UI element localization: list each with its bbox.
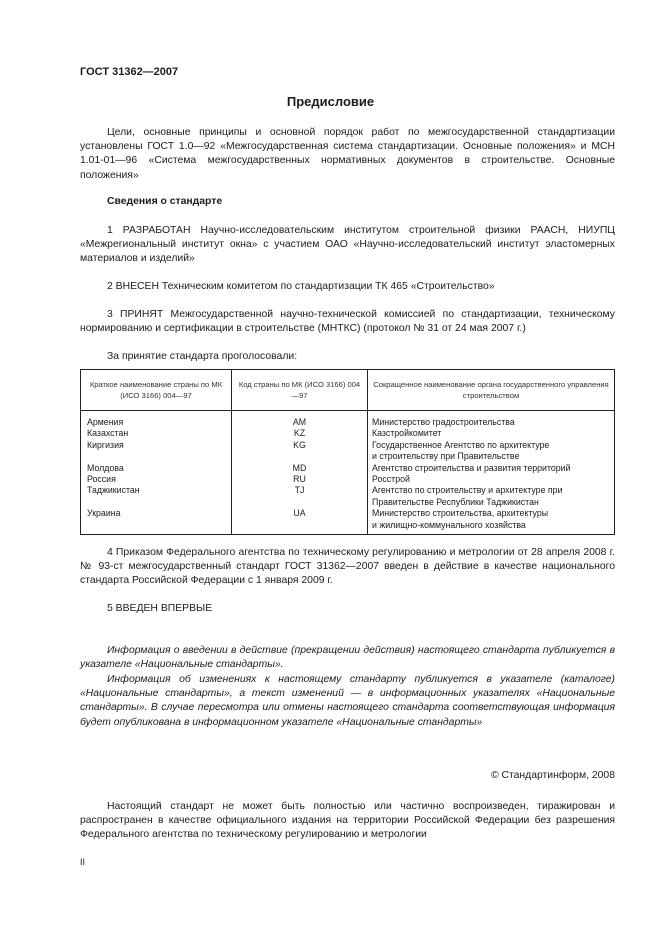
item-3-paragraph: 3 ПРИНЯТ Межгосударственной научно-технической комиссией по стандартизации, техническому нормированию и сертификации в строительстве (МНТКС) (протокол № 31 от 24 мая 2007 г.) [80, 309, 615, 335]
table-row [81, 463, 615, 474]
code-cell: RU [232, 474, 368, 485]
section-title: Сведения о стандарте [107, 196, 223, 207]
copyright-notice: © Стандартинформ, 2008 [490, 770, 615, 781]
country-cell [81, 451, 232, 462]
intro-paragraph: Цели, основные принципы и основной порядок работ по межгосударственной стандартизации установлены ГОСТ 1.0—92 «Межгосударственная система стандартизации. Основные положения» и МСН 1.01-01—96 «Система межгосударственных нормативных документов в строительстве. Основные положения» [80, 127, 615, 181]
table-row [81, 451, 615, 462]
reproduction-notice: Настоящий стандарт не может быть полностью или частично воспроизведен, тиражирован и распространен в качестве официального издания на территории Российской Федерации без разрешения Федерального агентства по техническому регулированию и метрологии [80, 801, 615, 841]
item-1-paragraph: 1 РАЗРАБОТАН Научно-исследовательским институтом строительной физики РААСН, НИУПЦ «Межрегиональный институт окна» с участием ОАО «Научно-исследовательский институт эластомерных материалов и изделий» [80, 225, 615, 265]
country-cell: Украина [81, 508, 232, 519]
item-4-paragraph: 4 Приказом Федерального агентства по техническому регулированию и метрологии от 28 апреля 2008 г. № 93-ст межгосударственный стандарт ГОСТ 31362—2007 введен в действие в качестве национального стандарта Российской Федерации с 1 января 2009 г. [80, 547, 615, 587]
vote-intro: За принятие стандарта проголосовали: [107, 351, 298, 362]
code-cell: AM [232, 411, 368, 429]
table-row [81, 508, 615, 519]
table-row [81, 520, 615, 535]
country-cell: Таджикистан [81, 485, 232, 496]
table-row [81, 485, 615, 496]
organization-cell: Росстрой [368, 474, 615, 485]
table-row [81, 497, 615, 508]
organization-cell: Государственное Агентство по архитектуре [368, 440, 615, 451]
organization-cell: Казстройкомитет [368, 428, 615, 439]
voting-countries-table [80, 369, 615, 535]
organization-cell: Министерство строительства, архитектуры [368, 508, 615, 519]
code-cell: KG [232, 440, 368, 451]
organization-cell: и строительству при Правительстве [368, 451, 615, 462]
country-cell: Казахстан [81, 428, 232, 439]
table-header-country: Краткое наименование страны по МК (ИСО 3166) 004—97 [81, 370, 232, 411]
country-cell: Россия [81, 474, 232, 485]
info-paragraph-1: Информация о введении в действие (прекращении действия) настоящего стандарта публикуется в указателе «Национальные стандарты». [80, 645, 615, 671]
item-5-paragraph: 5 ВВЕДЕН ВПЕРВЫЕ [107, 603, 213, 614]
item-2-paragraph: 2 ВНЕСЕН Техническим комитетом по стандартизации ТК 465 «Строительство» [107, 281, 495, 292]
code-cell [232, 520, 368, 535]
page-number: II [80, 857, 86, 867]
country-cell [81, 520, 232, 535]
code-cell: TJ [232, 485, 368, 496]
code-cell [232, 497, 368, 508]
country-cell: Киргизия [81, 440, 232, 451]
organization-cell: Министерство градостроительства [368, 411, 615, 429]
page-title: Предисловие [286, 94, 375, 109]
table-header-organization: Сокращенное наименование органа государственного управления строительством [368, 370, 615, 411]
info-paragraph-2: Информация об изменениях к настоящему стандарту публикуется в указателе (каталоге) «Национальные стандарты», а текст изменений — в информационных указателях «Национальные стандарты». В случае пересмотра или отмены настоящего стандарта соответствующая информация будет опубликована в информационном указателе «Национальные стандарты» [80, 674, 615, 728]
table-row [81, 474, 615, 485]
table-row [81, 411, 615, 429]
code-cell [232, 451, 368, 462]
code-cell: KZ [232, 428, 368, 439]
code-cell: UA [232, 508, 368, 519]
table-header-code: Код страны по МК (ИСО 3166) 004—97 [232, 370, 368, 411]
table-row [81, 440, 615, 451]
organization-cell: и жилищно-коммунального хозяйства [368, 520, 615, 535]
organization-cell: Правительстве Республики Таджикистан [368, 497, 615, 508]
doc-code-header: ГОСТ 31362—2007 [80, 66, 179, 78]
country-cell: Армения [81, 411, 232, 429]
code-cell: MD [232, 463, 368, 474]
country-cell [81, 497, 232, 508]
organization-cell: Агентство строительства и развития территорий [368, 463, 615, 474]
table-row [81, 428, 615, 439]
country-cell: Молдова [81, 463, 232, 474]
organization-cell: Агентство по строительству и архитектуре при [368, 485, 615, 496]
table-header-row [81, 370, 615, 411]
